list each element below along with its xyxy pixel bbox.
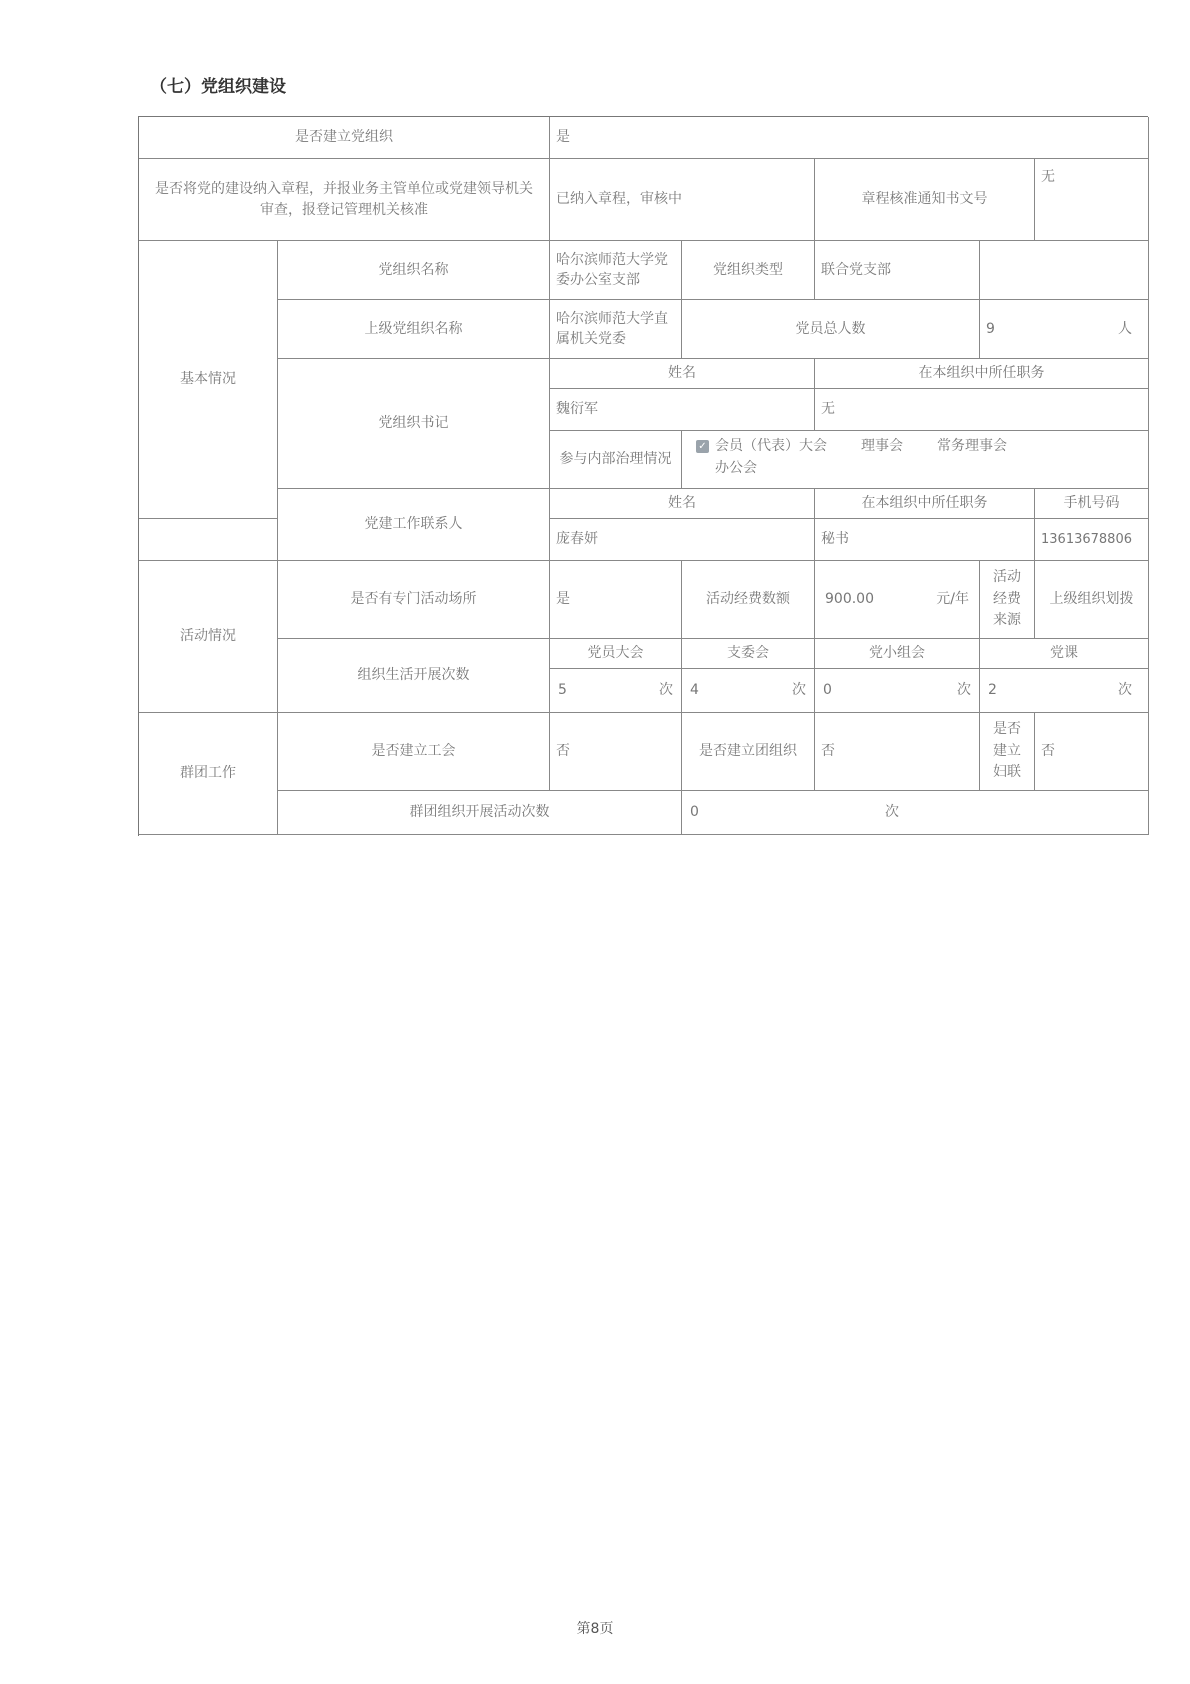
parent-org-value: 哈尔滨师范大学直属机关党委 xyxy=(550,300,682,359)
life-count-cell xyxy=(550,669,682,713)
established-value: 是 xyxy=(550,117,1149,159)
youth-label: 是否建立团组织 xyxy=(682,713,815,791)
secretary-name: 魏衍军 xyxy=(550,389,815,431)
governance-option: 会员（代表）大会 xyxy=(715,438,827,454)
contact-phone: 13613678806 xyxy=(1035,519,1149,561)
governance-option: 理事会 xyxy=(861,438,903,454)
members-value: 9 xyxy=(986,320,995,337)
life-label: 组织生活开展次数 xyxy=(278,639,550,713)
venue-label: 是否有专门活动场所 xyxy=(278,561,550,639)
approval-label: 章程核准通知书文号 xyxy=(815,159,1035,241)
activity-section-label: 活动情况 xyxy=(139,561,278,713)
org-type-value: 联合党支部 xyxy=(815,241,980,300)
count-unit: 次 xyxy=(1118,682,1132,698)
life-header: 支委会 xyxy=(682,639,815,669)
life-header: 党员大会 xyxy=(550,639,682,669)
contact-position: 秘书 xyxy=(815,519,1035,561)
governance-option: 办公会 xyxy=(715,460,757,477)
members-count-cell xyxy=(980,300,1149,359)
secretary-name-header: 姓名 xyxy=(550,359,815,389)
page-number: 第8页 xyxy=(576,1621,614,1637)
secretary-label: 党组织书记 xyxy=(278,359,550,489)
mass-activity-unit: 次 xyxy=(885,804,899,820)
life-count: 0 xyxy=(823,682,832,698)
contact-position-header: 在本组织中所任职务 xyxy=(815,489,1035,519)
funds-unit: 元/年 xyxy=(936,591,969,607)
charter-label: 是否将党的建设纳入章程，并报业务主管单位或党建领导机关审查，报登记管理机关核准 xyxy=(139,159,550,241)
union-label: 是否建立工会 xyxy=(278,713,550,791)
count-unit: 次 xyxy=(792,682,806,698)
mass-activity-cell xyxy=(682,791,1149,835)
established-label: 是否建立党组织 xyxy=(139,117,550,159)
contact-phone-header: 手机号码 xyxy=(1035,489,1149,519)
life-header: 党课 xyxy=(980,639,1149,669)
life-count-cell xyxy=(682,669,815,713)
count-unit: 次 xyxy=(957,682,971,698)
org-name-value: 哈尔滨师范大学党委办公室支部 xyxy=(550,241,682,300)
mass-section-label: 群团工作 xyxy=(139,713,278,835)
members-unit: 人 xyxy=(1118,320,1132,337)
contact-label: 党建工作联系人 xyxy=(278,489,550,561)
funds-source-label: 活动经费来源 xyxy=(980,561,1035,639)
approval-value: 无 xyxy=(1035,159,1149,241)
life-count: 2 xyxy=(988,682,997,698)
women-value: 否 xyxy=(1035,713,1149,791)
venue-value: 是 xyxy=(550,561,682,639)
count-unit: 次 xyxy=(659,682,673,698)
youth-value: 否 xyxy=(815,713,980,791)
secretary-position: 无 xyxy=(815,389,1149,431)
checkbox-checked-icon[interactable]: ✓ xyxy=(696,440,709,453)
basic-section-label: 基本情况 xyxy=(139,241,278,519)
life-count: 5 xyxy=(558,682,567,698)
mass-activity-label: 群团组织开展活动次数 xyxy=(278,791,682,835)
funds-value: 900.00 xyxy=(825,591,874,607)
mass-activity-value: 0 xyxy=(690,804,699,820)
secretary-position-header: 在本组织中所任职务 xyxy=(815,359,1149,389)
life-count-cell xyxy=(980,669,1149,713)
funds-label: 活动经费数额 xyxy=(682,561,815,639)
members-label: 党员总人数 xyxy=(682,300,980,359)
org-type-label: 党组织类型 xyxy=(682,241,815,300)
basic-section-label-continued xyxy=(139,519,278,561)
contact-name: 庞春妍 xyxy=(550,519,815,561)
women-label: 是否建立妇联 xyxy=(980,713,1035,791)
life-count-cell xyxy=(815,669,980,713)
funds-amount-cell xyxy=(815,561,980,639)
section-title: （七）党组织建设 xyxy=(150,77,286,97)
party-organization-table xyxy=(138,116,1148,836)
org-name-label: 党组织名称 xyxy=(278,241,550,300)
governance-option: 常务理事会 xyxy=(937,438,1007,454)
governance-options xyxy=(682,431,1149,489)
contact-name-header: 姓名 xyxy=(550,489,815,519)
charter-value: 已纳入章程，审核中 xyxy=(550,159,815,241)
governance-label: 参与内部治理情况 xyxy=(550,431,682,489)
funds-source-value: 上级组织划拨 xyxy=(1035,561,1149,639)
life-count: 4 xyxy=(690,682,699,698)
parent-org-label: 上级党组织名称 xyxy=(278,300,550,359)
empty-cell xyxy=(980,241,1149,300)
union-value: 否 xyxy=(550,713,682,791)
life-header: 党小组会 xyxy=(815,639,980,669)
